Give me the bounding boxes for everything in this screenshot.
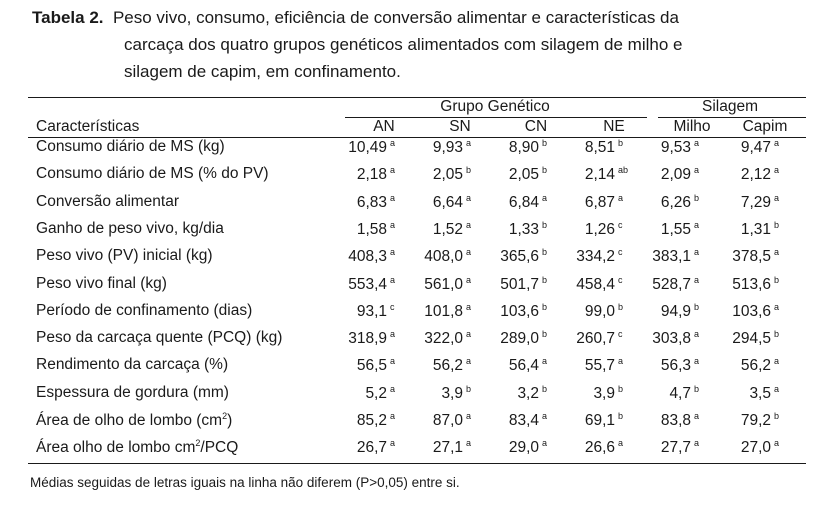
table-row	[0, 220, 824, 246]
cell-value: 2,05	[508, 166, 539, 184]
cell-value: 322,0	[424, 330, 463, 348]
table-cell	[406, 356, 478, 375]
cell-value: 6,84	[508, 193, 539, 211]
header-col-capim: Capim	[742, 118, 788, 135]
table-cell	[482, 275, 554, 294]
cell-value: 29,0	[508, 439, 539, 457]
cell-value: 1,31	[740, 220, 771, 238]
cell-letter: b	[694, 192, 700, 203]
cell-value: 1,33	[508, 220, 539, 238]
cell-value: 93,1	[356, 302, 387, 320]
row-label: Consumo diário de MS (% do PV)	[36, 165, 269, 183]
cell-letter: a	[390, 411, 396, 421]
table-cell	[634, 356, 706, 375]
table-cell	[482, 302, 554, 321]
row-label: Área de olho de lombo $(cm^2)$	[36, 411, 233, 429]
cell-letter: b	[694, 383, 700, 394]
cell-letter: b	[466, 165, 472, 176]
cell-value: 5,2	[365, 384, 387, 402]
cell-letter: a	[542, 438, 548, 449]
cell-letter: a	[390, 438, 396, 449]
table-cell	[634, 165, 706, 184]
cell-letter: b	[774, 274, 780, 285]
caption-line-2: carcaça dos quatro grupos genéticos alimentados com silagem de milho e	[124, 35, 683, 54]
cell-letter: b	[466, 383, 472, 394]
cell-value: 294,5	[732, 330, 771, 348]
cell-letter: a	[694, 247, 700, 258]
header-silage: Silagem	[702, 98, 758, 115]
caption-line-3: silagem de capim, em confinamento.	[124, 62, 401, 81]
table-cell	[558, 384, 630, 403]
cell-letter: a	[466, 301, 472, 312]
table-cell	[634, 384, 706, 403]
cell-value: 2,14	[584, 166, 615, 184]
table-cell	[330, 193, 402, 212]
table-cell	[558, 329, 630, 348]
table-cell	[558, 247, 630, 266]
cell-letter: a	[694, 356, 700, 367]
cell-value: 408,0	[424, 248, 463, 266]
row-label: Período de confinamento (dias)	[36, 301, 253, 319]
cell-value: 94,9	[660, 302, 691, 320]
cell-letter: a	[390, 247, 396, 258]
table-cell	[406, 165, 478, 184]
cell-value: 56,5	[356, 357, 387, 375]
cell-letter: a	[466, 138, 472, 148]
cell-value: 56,3	[660, 357, 691, 375]
header-col-cn: CN	[524, 118, 548, 135]
header-group-genetic: Grupo Genético	[440, 98, 550, 115]
cell-value: 501,7	[500, 275, 539, 293]
cell-value: 383,1	[652, 248, 691, 266]
cell-value: 561,0	[424, 275, 463, 293]
cell-value: 365,6	[500, 248, 539, 266]
cell-letter: b	[542, 329, 548, 340]
table-cell	[482, 438, 554, 457]
cell-value: 553,4	[348, 275, 387, 293]
table-cell	[714, 384, 786, 403]
cell-value: 26,6	[584, 439, 615, 457]
cell-value: 3,2	[517, 384, 539, 402]
table-cell	[714, 275, 786, 294]
table-cell	[714, 329, 786, 348]
cell-letter: a	[466, 192, 472, 203]
cell-value: 6,26	[660, 193, 691, 211]
cell-letter: a	[466, 438, 472, 449]
cell-value: 9,53	[660, 139, 691, 156]
table-cell	[634, 275, 706, 294]
cell-letter: a	[774, 438, 780, 449]
table-cell	[406, 247, 478, 266]
cell-letter: a	[694, 329, 700, 340]
cell-letter: c	[618, 329, 623, 340]
row-label: Área olho de lombo $cm^2$/PCQ	[36, 438, 239, 457]
table-cell	[558, 193, 630, 212]
cell-letter: b	[542, 301, 548, 312]
cell-letter: a	[390, 165, 396, 176]
cell-letter: c	[618, 219, 623, 230]
cell-value: 318,9	[348, 330, 387, 348]
cell-letter: a	[774, 165, 780, 176]
cell-letter: a	[390, 219, 396, 230]
cell-value: 56,2	[432, 357, 463, 375]
table-cell	[714, 247, 786, 266]
cell-letter: a	[774, 383, 780, 394]
cell-letter: a	[390, 138, 396, 148]
cell-letter: a	[390, 192, 396, 203]
cell-letter: a	[694, 411, 700, 421]
cell-value: 334,2	[576, 248, 615, 266]
cell-letter: a	[542, 356, 548, 367]
cell-letter: a	[618, 192, 624, 203]
table-cell	[330, 329, 402, 348]
table-cell	[482, 356, 554, 375]
cell-letter: a	[694, 438, 700, 449]
table-cell	[558, 438, 630, 457]
cell-value: 56,2	[740, 357, 771, 375]
cell-value: 378,5	[732, 248, 771, 266]
table-cell	[634, 329, 706, 348]
table-cell	[406, 438, 478, 457]
cell-letter: a	[774, 138, 780, 148]
cell-letter: b	[618, 138, 624, 148]
cell-value: 2,05	[432, 166, 463, 184]
cell-letter: a	[466, 356, 472, 367]
table-row	[0, 193, 824, 219]
table-cell	[330, 356, 402, 375]
table-cell	[714, 165, 786, 184]
cell-value: 26,7	[356, 439, 387, 457]
cell-letter: b	[542, 247, 548, 258]
cell-letter: a	[694, 219, 700, 230]
table-cell	[714, 356, 786, 375]
cell-letter: a	[542, 411, 548, 421]
row-label: Peso vivo (PV) inicial (kg)	[36, 247, 213, 265]
table-cell	[406, 275, 478, 294]
table-cell	[482, 138, 554, 157]
cell-letter: a	[774, 301, 780, 312]
cell-value: 27,0	[740, 439, 771, 457]
table-row	[0, 411, 824, 437]
table-cell	[482, 384, 554, 403]
table-cell	[482, 220, 554, 239]
row-label: Ganho de peso vivo, kg/dia	[36, 219, 224, 237]
cell-letter: a	[466, 274, 472, 285]
table-cell	[714, 411, 786, 430]
table-cell	[482, 411, 554, 430]
table-cell	[406, 302, 478, 321]
table-cell	[714, 220, 786, 239]
table-cell	[406, 411, 478, 430]
cell-letter: a	[618, 356, 624, 367]
cell-value: 87,0	[432, 412, 463, 429]
cell-value: 1,58	[356, 220, 387, 238]
table-row	[0, 356, 824, 382]
cell-value: 528,7	[652, 275, 691, 293]
table-cell	[330, 138, 402, 157]
table-cell	[634, 411, 706, 430]
cell-value: 9,47	[740, 139, 771, 156]
cell-value: 1,55	[660, 220, 691, 238]
table-cell	[406, 329, 478, 348]
cell-value: 103,6	[500, 302, 539, 320]
cell-letter: b	[542, 383, 548, 394]
cell-value: 6,87	[584, 193, 615, 211]
cell-letter: b	[542, 219, 548, 230]
cell-value: 2,12	[740, 166, 771, 184]
table-cell	[558, 165, 630, 184]
row-label: Consumo diário de MS (kg)	[36, 138, 225, 155]
table-row	[0, 384, 824, 410]
table-cell	[330, 438, 402, 457]
cell-value: 55,7	[584, 357, 615, 375]
cell-value: 1,26	[584, 220, 615, 238]
row-label: Conversão alimentar	[36, 192, 180, 210]
table-cell	[634, 302, 706, 321]
cell-letter: a	[774, 356, 780, 367]
cell-value: 1,52	[432, 220, 463, 238]
cell-value: 27,7	[660, 439, 691, 457]
cell-value: 8,90	[508, 139, 539, 156]
cell-letter: b	[618, 301, 624, 312]
table-cell	[558, 275, 630, 294]
table-cell	[482, 329, 554, 348]
row-label: Rendimento da carcaça (%)	[36, 356, 229, 374]
cell-letter: a	[694, 138, 700, 148]
table-cell	[330, 275, 402, 294]
table-cell	[330, 165, 402, 184]
table-row	[0, 438, 824, 464]
cell-value: 408,3	[348, 248, 387, 266]
cell-letter: a	[390, 356, 396, 367]
header-col-milho: Milho	[673, 118, 711, 135]
cell-letter: b	[618, 411, 624, 421]
cell-value: 513,6	[732, 275, 771, 293]
cell-letter: b	[542, 165, 548, 176]
cell-value: 260,7	[576, 330, 615, 348]
cell-value: 289,0	[500, 330, 539, 348]
cell-letter: b	[542, 138, 548, 148]
cell-letter: a	[390, 329, 396, 340]
header-col-an: AN	[373, 118, 395, 135]
header-characteristics: Características	[36, 118, 140, 135]
table-cell	[482, 193, 554, 212]
table-cell	[482, 165, 554, 184]
table-cell	[406, 220, 478, 239]
table-cell	[558, 138, 630, 157]
cell-value: 2,18	[356, 166, 387, 184]
table-cell	[406, 193, 478, 212]
cell-value: 3,9	[441, 384, 463, 402]
cell-value: 6,83	[356, 193, 387, 211]
cell-letter: b	[618, 383, 624, 394]
cell-value: 6,64	[432, 193, 463, 211]
cell-value: 101,8	[424, 302, 463, 320]
cell-value: 7,29	[740, 193, 771, 211]
cell-value: 2,09	[660, 166, 691, 184]
cell-letter: a	[390, 383, 396, 394]
table-cell	[330, 411, 402, 430]
caption-label: Tabela 2.	[32, 8, 104, 27]
table-cell	[634, 438, 706, 457]
table-cell	[330, 384, 402, 403]
table-cell	[330, 220, 402, 239]
cell-letter: b	[694, 301, 700, 312]
table-row	[0, 247, 824, 273]
cell-letter: a	[694, 165, 700, 176]
cell-letter: a	[466, 329, 472, 340]
table-cell	[714, 193, 786, 212]
table-cell	[558, 220, 630, 239]
cell-letter: a	[390, 274, 396, 285]
cell-value: 69,1	[584, 412, 615, 429]
table-cell	[330, 302, 402, 321]
row-label: Peso vivo final (kg)	[36, 274, 167, 292]
cell-letter: a	[618, 438, 624, 449]
bottom-rule	[28, 463, 806, 464]
cell-letter: a	[466, 247, 472, 258]
table-cell	[714, 138, 786, 157]
cell-letter: c	[390, 301, 395, 312]
table-cell	[634, 247, 706, 266]
table-caption	[32, 4, 812, 85]
table-cell	[714, 438, 786, 457]
cell-value: 3,5	[749, 384, 771, 402]
table-row	[0, 302, 824, 328]
cell-letter: a	[774, 192, 780, 203]
table-cell	[634, 220, 706, 239]
table-cell	[558, 302, 630, 321]
cell-value: 79,2	[740, 412, 771, 429]
cell-letter: c	[618, 274, 623, 285]
cell-letter: b	[774, 219, 780, 230]
cell-value: 9,93	[432, 139, 463, 156]
caption-line-1: Peso vivo, consumo, eficiência de conversão alimentar e características da	[112, 8, 679, 27]
table-row	[0, 138, 824, 164]
header-col-sn: SN	[449, 118, 471, 135]
table-cell	[406, 138, 478, 157]
cell-value: 10,49	[348, 139, 387, 156]
cell-value: 83,8	[660, 412, 691, 429]
cell-value: 83,4	[508, 412, 539, 429]
table-cell	[406, 384, 478, 403]
cell-value: 4,7	[669, 384, 691, 402]
cell-value: 458,4	[576, 275, 615, 293]
cell-value: 8,51	[584, 139, 615, 156]
row-label: Espessura de gordura (mm)	[36, 383, 229, 401]
table-row	[0, 275, 824, 301]
cell-letter: b	[774, 411, 780, 421]
cell-letter: a	[694, 274, 700, 285]
cell-letter: b	[774, 329, 780, 340]
table-cell	[558, 356, 630, 375]
cell-value: 99,0	[584, 302, 615, 320]
table-row	[0, 329, 824, 355]
cell-letter: b	[542, 274, 548, 285]
table-cell	[634, 193, 706, 212]
table-cell	[482, 247, 554, 266]
cell-value: 103,6	[732, 302, 771, 320]
cell-value: 27,1	[432, 439, 463, 457]
table-cell	[330, 247, 402, 266]
cell-value: 3,9	[593, 384, 615, 402]
cell-letter: a	[774, 247, 780, 258]
cell-letter: a	[542, 192, 548, 203]
table-row	[0, 165, 824, 191]
table-cell	[714, 302, 786, 321]
header-col-ne: NE	[603, 118, 625, 135]
cell-letter: a	[466, 411, 472, 421]
row-label: Peso da carcaça quente (PCQ) (kg)	[36, 329, 283, 347]
table-cell	[558, 411, 630, 430]
cell-value: 85,2	[356, 412, 387, 429]
cell-letter: ab	[618, 165, 629, 176]
table-cell	[634, 138, 706, 157]
cell-letter: a	[466, 219, 472, 230]
cell-letter: c	[618, 247, 623, 258]
cell-value: 56,4	[508, 357, 539, 375]
footnote: Médias seguidas de letras iguais na linha não diferem (P>0,05) entre si.	[30, 475, 460, 490]
cell-value: 303,8	[652, 330, 691, 348]
